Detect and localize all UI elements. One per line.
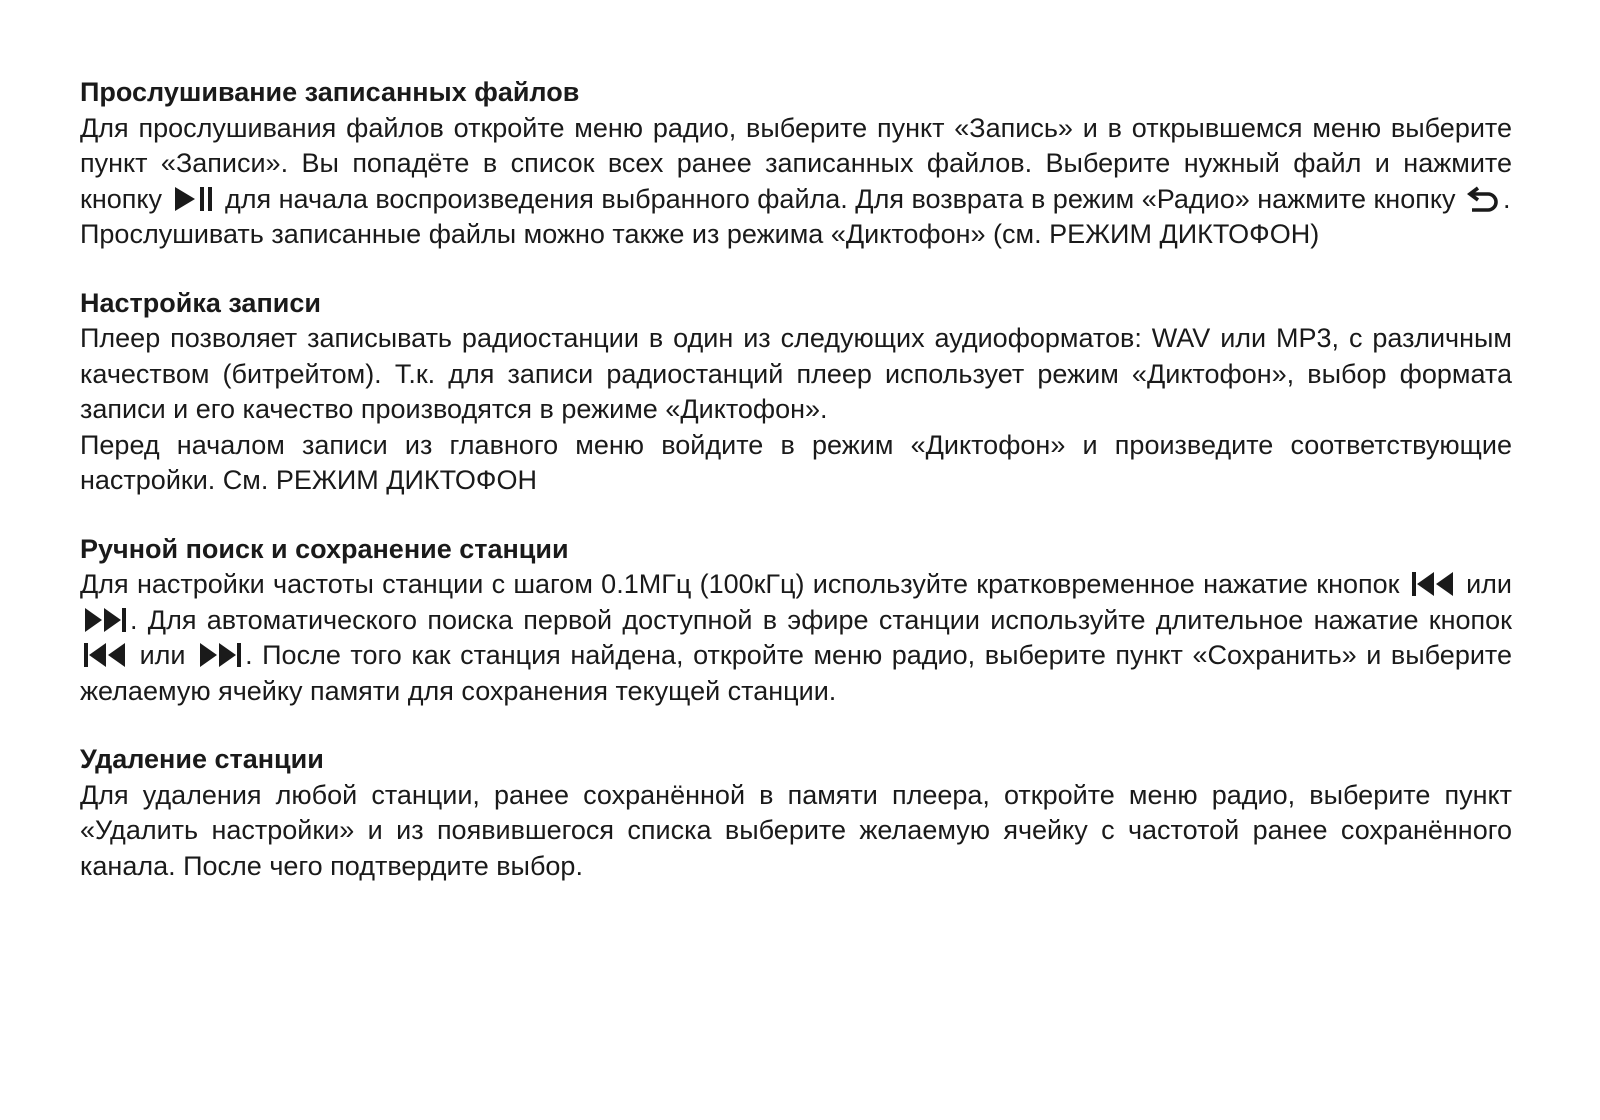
manual-search-paragraph (80, 567, 1512, 709)
playback-note: Прослушивать записанные файлы можно также из режима «Диктофон» (см. РЕЖИМ ДИКТОФОН) (80, 219, 1320, 249)
text-fragment: для начала воспроизведения выбранного файла. Для возврата в режим «Радио» нажмите кнопку (225, 183, 1456, 214)
record-settings-note: Перед началом записи из главного меню войдите в режим «Диктофон» и произведите соответствующие настройки. См. РЕЖИМ ДИКТОФОН (80, 429, 1512, 495)
section-record-settings (80, 286, 1512, 499)
previous-track-icon (83, 642, 127, 668)
section-heading: Настройка записи (80, 287, 321, 318)
manual-page (80, 75, 1512, 917)
next-track-icon (198, 642, 242, 668)
text-fragment: или (139, 640, 186, 670)
text-fragment: или (1466, 569, 1512, 599)
playback-paragraph (80, 111, 1512, 218)
next-track-icon (83, 607, 127, 633)
play-pause-icon (173, 186, 215, 212)
section-heading: Прослушивание записанных файлов (80, 77, 580, 107)
text-fragment: Для настройки частоты станции с шагом 0.1МГц (100кГц) используйте кратковременное нажатие кнопок (80, 569, 1400, 599)
record-settings-paragraph: Плеер позволяет записывать радиостанции в один из следующих аудиоформатов: WAV или MP3, с различным качеством (битрейтом). Т.к. для записи радиостанций плеер использует режим «Диктофон», выбор формата записи и его качество производятся в режиме «Диктофон». (80, 323, 1512, 424)
text-fragment: . (1502, 183, 1511, 214)
section-heading: Ручной поиск и сохранение станции (80, 533, 569, 564)
section-playback (80, 75, 1512, 253)
section-heading: Удаление станции (80, 744, 324, 774)
back-arrow-icon (1466, 186, 1500, 212)
text-fragment: . Для автоматического поиска первой доступной в эфире станции используйте длительное нажатие кнопок (130, 604, 1512, 635)
section-manual-search (80, 532, 1512, 710)
text-fragment: Для прослушивания файлов откройте меню радио, выберите пункт «Запись» и в открывшемся меню выберите пункт «Записи». Вы попадёте в список всех ранее записанных файлов. Выберите нужный файл и нажмите кнопку (80, 112, 1512, 214)
section-delete-station (80, 742, 1512, 884)
text-fragment: . После того как станция найдена, откройте меню радио, выберите пункт «Сохранить» и выберите желаемую ячейку памяти для сохранения текущей станции. (80, 640, 1512, 706)
delete-station-paragraph: Для удаления любой станции, ранее сохранённой в памяти плеера, откройте меню радио, выберите пункт «Удалить настройки» и из появившегося списка выберите желаемую ячейку с частотой ранее сохранённого канала. После чего подтвердите выбор. (80, 779, 1512, 881)
previous-track-icon (1411, 571, 1455, 597)
